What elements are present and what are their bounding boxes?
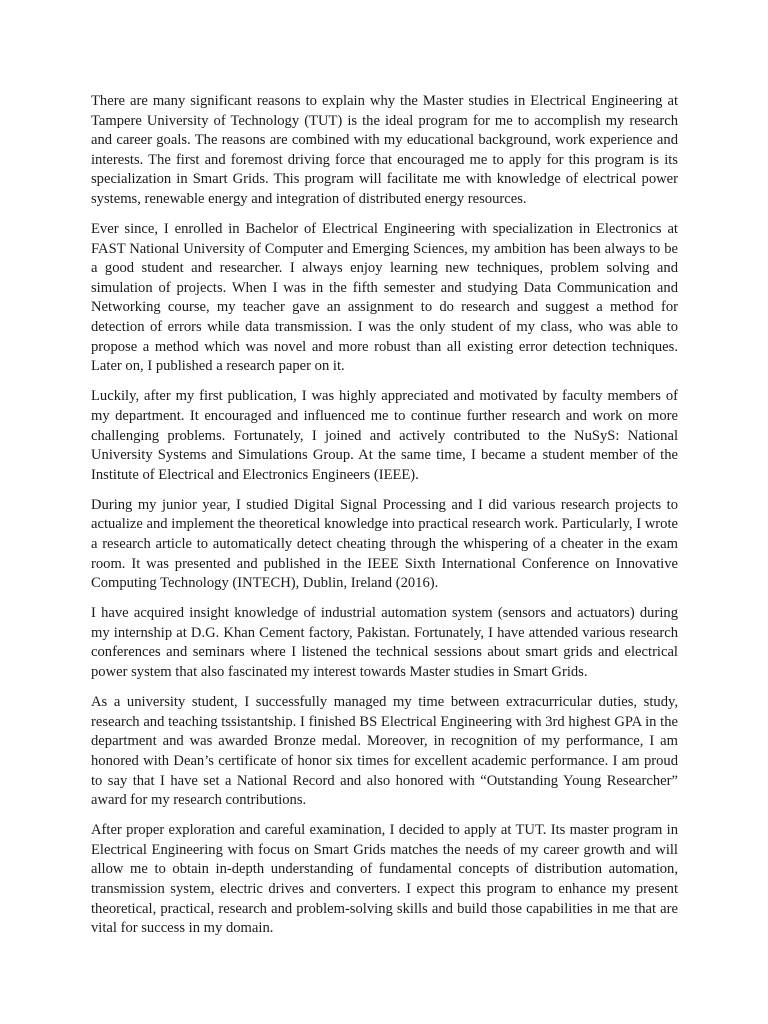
paragraph-5: I have acquired insight knowledge of industrial automation system (sensors and actuators) during my internship at D.G. Khan Cement factory, Pakistan. Fortunately, I have attended various research conferences and seminars where I listened the technical sessions about smart grids and electrical power system that also fascinated my interest towards Master studies in Smart Grids. [91, 605, 678, 681]
paragraph-1: There are many significant reasons to explain why the Master studies in Electrical Engineering at Tampere University of Technology (TUT) is the ideal program for me to accomplish my research and career goals. The reasons are combined with my educational background, work experience and interests. The first and foremost driving force that encouraged me to apply for this program is its specialization in Smart Grids. This program will facilitate me with knowledge of electrical power systems, renewable energy and integration of distributed energy resources. [91, 93, 678, 207]
paragraph-6: As a university student, I successfully managed my time between extracurricular duties, study, research and teaching tssistantship. I finished BS Electrical Engineering with 3rd highest GPA in the department and was awarded Bronze medal. Moreover, in recognition of my performance, I am honored with Dean’s certificate of honor six times for excellent academic performance. I am proud to say that I have set a National Record and also honored with “Outstanding Young Researcher” award for my research contributions. [91, 694, 678, 809]
paragraph-3: Luckily, after my first publication, I was highly appreciated and motivated by faculty members of my department. It encouraged and influenced me to continue further research and work on more challenging problems. Fortunately, I joined and actively contributed to the NuSyS: National University Systems and Simulations Group. At the same time, I became a student member of the Institute of Electrical and Electronics Engineers (IEEE). [91, 388, 678, 483]
paragraph-4: During my junior year, I studied Digital Signal Processing and I did various research projects to actualize and implement the theoretical knowledge into practical research work. Particularly, I wrote a research article to automatically detect cheating through the whispering of a cheater in the exam room. It was presented and published in the IEEE Sixth International Conference on Innovative Computing Technology (INTECH), Dublin, Ireland (2016). [91, 496, 678, 592]
paragraph-2: Ever since, I enrolled in Bachelor of Electrical Engineering with specialization in Electronics at FAST National University of Computer and Emerging Sciences, my ambition has been always to be a good student and researcher. I always enjoy learning new techniques, problem solving and simulation of projects. When I was in the fifth semester and studying Data Communication and Networking course, my teacher gave an assignment to do research and suggest a method for detection of errors while data transmission. I was the only student of my class, who was able to propose a method which was novel and more robust than all existing error detection techniques. Later on, I published a research paper on it. [91, 221, 678, 375]
document-body [91, 92, 678, 949]
paragraph-7: After proper exploration and careful examination, I decided to apply at TUT. Its master program in Electrical Engineering with focus on Smart Grids matches the needs of my career growth and will allow me to obtain in-depth understanding of fundamental concepts of distribution automation, transmission system, electric drives and converters. I expect this program to enhance my present theoretical, practical, research and problem-solving skills and build those capabilities in me that are vital for success in my domain. [91, 822, 678, 937]
